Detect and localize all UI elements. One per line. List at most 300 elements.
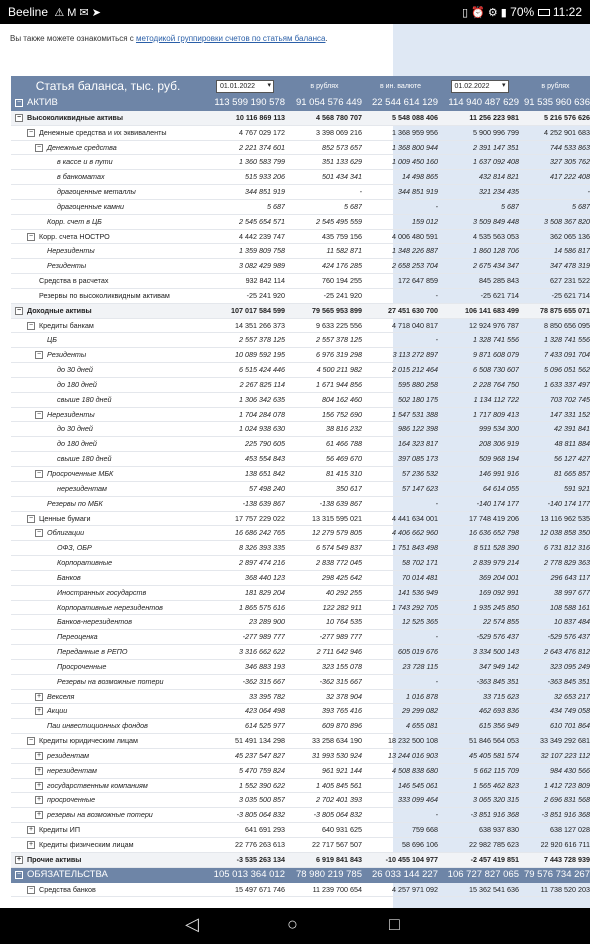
- row-label: свыше 180 дней: [57, 394, 112, 404]
- row-value-col1: 368 440 123: [245, 572, 285, 582]
- row-label: Иностранных государств: [57, 587, 147, 597]
- row-value-col5: 744 533 863: [550, 142, 590, 152]
- row-value-col3: 2 658 253 704: [392, 261, 438, 271]
- collapse-icon[interactable]: −: [28, 737, 34, 745]
- row-value-col3: -: [435, 676, 438, 686]
- table-row[interactable]: [11, 734, 590, 749]
- row-value-col4: -363 845 351: [476, 676, 519, 686]
- row-value-col3: 22 544 614 129: [371, 97, 438, 108]
- row-value-col4: 2 675 434 347: [473, 261, 519, 271]
- row-label: Просроченные МБК: [47, 469, 114, 478]
- row-value-col4: 33 715 623: [483, 691, 519, 701]
- row-value-col5: 2 696 831 568: [544, 795, 590, 805]
- back-icon[interactable]: ◁: [185, 914, 199, 934]
- row-value-col1: 1 359 809 758: [239, 246, 285, 256]
- row-value-col1: -3 535 263 134: [236, 854, 285, 864]
- row-value-col3: 159 012: [412, 216, 438, 226]
- row-value-col5: 7 443 728 939: [544, 854, 590, 864]
- row-value-col3: 164 323 817: [398, 439, 438, 449]
- row-label: Акции: [47, 706, 68, 716]
- table-row: [11, 482, 590, 497]
- table-row[interactable]: [11, 749, 590, 764]
- table-row[interactable]: [11, 793, 590, 808]
- row-label: Банков: [57, 572, 81, 582]
- home-icon[interactable]: ○: [287, 914, 298, 934]
- table-row[interactable]: [11, 111, 590, 126]
- row-value-col3: -10 455 104 977: [385, 854, 438, 864]
- row-value-col1: 453 554 843: [245, 454, 285, 464]
- table-row[interactable]: [11, 126, 590, 141]
- row-value-col4: 11 256 223 981: [469, 112, 519, 122]
- date1-select[interactable]: 01.01.2022 ▾: [216, 80, 274, 93]
- collapse-icon[interactable]: −: [28, 321, 34, 329]
- header-rub2: в рублях: [541, 82, 570, 90]
- table-row: [11, 615, 590, 630]
- row-value-col5: 108 588 161: [550, 602, 590, 612]
- expand-icon[interactable]: +: [36, 751, 42, 759]
- row-value-col2: 13 315 595 021: [312, 513, 362, 523]
- row-value-col3: -: [435, 632, 438, 642]
- row-value-col4: 347 949 142: [479, 661, 519, 671]
- row-value-col2: 350 617: [336, 483, 362, 493]
- row-label: Резиденты: [47, 350, 87, 360]
- row-value-col4: -3 851 916 368: [470, 810, 519, 820]
- row-value-col1: 3 082 429 989: [239, 261, 285, 271]
- table-row: [11, 333, 590, 348]
- row-label: Резервы по МБК: [47, 498, 103, 508]
- table-row[interactable]: [11, 704, 590, 719]
- table-row: [11, 675, 590, 690]
- collapse-icon[interactable]: −: [36, 529, 42, 537]
- row-value-col4: 51 846 564 053: [469, 736, 519, 746]
- row-value-col3: -: [435, 201, 438, 211]
- header-fx1: в ин. валюте: [379, 82, 422, 90]
- table-header: [11, 76, 590, 96]
- collapse-icon[interactable]: −: [36, 143, 42, 151]
- row-value-col5: 2 643 476 812: [544, 647, 590, 657]
- row-value-col5: 2 778 829 363: [544, 558, 590, 568]
- row-value-col4: 16 636 652 798: [469, 528, 519, 538]
- row-label: просроченные: [47, 795, 96, 805]
- table-row: [11, 274, 590, 289]
- row-value-col4: 5 900 996 799: [473, 127, 519, 137]
- row-value-col3: 5 548 088 406: [392, 112, 438, 122]
- row-label: до 30 дней: [57, 365, 93, 375]
- row-value-col2: 81 415 310: [326, 469, 362, 478]
- row-value-col3: 3 113 272 897: [392, 350, 438, 360]
- row-value-col2: 393 765 416: [322, 706, 362, 716]
- row-label: Резервы на возможные потери: [57, 676, 164, 686]
- row-value-col1: 10 116 869 113: [235, 112, 285, 122]
- row-value-col4: 45 405 581 574: [469, 750, 519, 760]
- row-value-col1: 423 064 498: [245, 706, 285, 716]
- row-value-col1: -25 241 920: [246, 290, 285, 300]
- row-value-col4: 169 092 991: [479, 587, 519, 597]
- row-value-col5: -25 621 714: [551, 290, 590, 300]
- row-value-col3: -: [435, 290, 438, 300]
- table-row: [11, 437, 590, 452]
- row-value-col5: 33 349 292 681: [540, 736, 590, 746]
- row-value-col2: 6 976 319 298: [316, 350, 362, 360]
- table-row[interactable]: [11, 230, 590, 245]
- row-label: в банкоматах: [57, 172, 105, 182]
- expand-icon[interactable]: +: [36, 781, 42, 789]
- table-row[interactable]: [11, 823, 590, 838]
- row-value-col5: 638 127 028: [550, 825, 590, 835]
- row-value-col3: 141 536 949: [398, 587, 438, 597]
- status-bar: [0, 0, 590, 24]
- row-value-col2: 2 711 642 946: [316, 647, 362, 657]
- expand-icon[interactable]: +: [28, 841, 34, 848]
- row-value-col2: 501 434 341: [322, 172, 362, 182]
- row-label: в кассе и в пути: [57, 157, 113, 167]
- row-value-col3: 172 647 859: [398, 276, 438, 286]
- row-value-col2: 11 239 700 654: [312, 884, 362, 894]
- row-value-col2: 6 919 841 843: [316, 854, 362, 864]
- row-value-col2: 12 279 579 805: [312, 528, 362, 538]
- row-value-col3: 4 257 971 092: [392, 884, 438, 894]
- row-label: Ценные бумаги: [39, 513, 91, 523]
- row-value-col2: 323 155 078: [322, 661, 362, 671]
- row-value-col5: 32 653 217: [554, 691, 590, 701]
- expand-icon[interactable]: +: [36, 707, 42, 715]
- row-value-col1: 22 776 263 613: [235, 840, 285, 849]
- table-row[interactable]: [11, 868, 590, 883]
- collapse-icon[interactable]: −: [28, 885, 34, 893]
- row-value-col5: 296 643 117: [550, 572, 590, 582]
- table-row: [11, 363, 590, 378]
- row-value-col1: 3 316 662 622: [239, 647, 285, 657]
- row-value-col1: 10 089 592 195: [235, 350, 285, 360]
- row-value-col2: 79 565 953 899: [312, 305, 362, 315]
- row-value-col5: 79 576 734 267: [523, 868, 590, 880]
- row-value-col4: 432 814 821: [479, 172, 519, 182]
- table-row: [11, 244, 590, 259]
- row-value-col5: 91 535 960 636: [523, 97, 590, 108]
- row-label: Корр. счета НОСТРО: [39, 231, 110, 241]
- row-label: Векселя: [47, 691, 75, 701]
- row-label: до 180 дней: [57, 439, 97, 449]
- row-value-col5: 703 702 745: [550, 394, 590, 404]
- row-label: Корр. счет в ЦБ: [47, 216, 102, 226]
- row-value-col3: 502 180 175: [398, 394, 438, 404]
- row-label: Кредиты банкам: [39, 320, 94, 330]
- row-value-col3: 1 751 843 498: [392, 543, 438, 553]
- row-value-col4: 1 860 128 706: [473, 246, 519, 256]
- table-row: [11, 601, 590, 616]
- row-value-col4: 3 509 849 448: [473, 216, 519, 226]
- row-value-col4: 106 141 683 499: [465, 305, 519, 315]
- header-date1-cell: [205, 76, 285, 96]
- table-row[interactable]: [11, 467, 590, 482]
- row-value-col3: 1 016 878: [406, 691, 438, 701]
- row-value-col1: 1 306 342 635: [239, 394, 285, 404]
- expand-icon[interactable]: +: [36, 811, 42, 819]
- row-label: Банков-нерезидентов: [57, 617, 132, 627]
- collapse-icon[interactable]: −: [28, 128, 34, 136]
- row-value-col3: 29 299 082: [402, 706, 438, 716]
- row-value-col1: -138 639 867: [242, 498, 285, 508]
- date2-select[interactable]: 01.02.2022 ▾: [451, 80, 509, 93]
- row-value-col5: 591 921: [564, 483, 590, 493]
- expand-icon[interactable]: +: [36, 796, 42, 804]
- row-value-col4: 208 306 919: [479, 439, 519, 449]
- clock: 11:22: [552, 5, 582, 19]
- row-value-col3: 4 718 040 817: [392, 320, 438, 330]
- row-value-col2: -362 315 667: [319, 676, 362, 686]
- expand-icon[interactable]: +: [36, 692, 42, 700]
- row-value-col2: 5 687: [344, 201, 362, 211]
- row-value-col4: -529 576 437: [476, 632, 519, 642]
- row-value-col2: 32 378 904: [326, 691, 362, 701]
- row-value-col4: 6 508 730 607: [473, 365, 519, 375]
- row-value-col1: 45 237 547 827: [235, 750, 285, 760]
- row-value-col2: 852 573 657: [322, 142, 362, 152]
- row-value-col4: 114 940 487 629: [448, 97, 519, 108]
- collapse-icon[interactable]: −: [28, 232, 34, 240]
- methodology-link[interactable]: методикой группировки счетов по статьям баланса: [136, 34, 326, 43]
- row-value-col1: 932 842 114: [245, 276, 285, 286]
- row-value-col1: 2 267 825 114: [239, 379, 285, 389]
- collapse-icon[interactable]: −: [16, 870, 22, 878]
- row-value-col2: 4 568 780 707: [316, 112, 362, 122]
- row-label: Корпоративные: [57, 558, 113, 568]
- row-value-col3: 4 655 081: [406, 721, 438, 731]
- row-value-col4: 15 362 541 636: [469, 884, 519, 894]
- row-value-col3: -: [435, 810, 438, 820]
- intro-suffix: .: [325, 34, 328, 43]
- row-label: Высоколиквидные активы: [27, 112, 123, 122]
- row-value-col5: 32 107 223 112: [540, 750, 590, 760]
- row-value-col1: 107 017 584 599: [231, 305, 285, 315]
- table-row[interactable]: [11, 764, 590, 779]
- header-rub1: в рублях: [310, 82, 339, 90]
- row-label: нерезидентам: [57, 483, 107, 493]
- row-label: резервы на возможные потери: [47, 810, 153, 820]
- row-value-col5: 5 687: [572, 201, 590, 211]
- row-value-col1: 1 865 575 616: [239, 602, 285, 612]
- row-value-col2: 4 500 211 982: [316, 365, 362, 375]
- row-value-col3: 58 696 106: [402, 840, 438, 849]
- row-value-col2: 56 469 670: [326, 454, 362, 464]
- table-row: [11, 259, 590, 274]
- row-label: государственным компаниям: [47, 780, 148, 790]
- table-row[interactable]: [11, 838, 590, 853]
- collapse-icon[interactable]: −: [28, 514, 34, 522]
- row-label: Нерезиденты: [47, 409, 95, 419]
- collapse-icon[interactable]: −: [36, 410, 42, 418]
- collapse-icon[interactable]: −: [36, 470, 42, 477]
- row-value-col4: 5 687: [501, 201, 519, 211]
- row-value-col2: -: [359, 187, 362, 197]
- row-value-col4: 64 614 055: [483, 483, 519, 493]
- row-value-col1: 17 757 229 022: [235, 513, 285, 523]
- row-value-col2: 961 921 144: [322, 765, 362, 775]
- table-row[interactable]: [11, 348, 590, 363]
- row-value-col1: 2 557 378 125: [239, 335, 285, 345]
- row-value-col1: 51 491 134 298: [235, 736, 285, 746]
- row-value-col4: 369 204 001: [479, 572, 519, 582]
- row-label: резидентам: [47, 750, 90, 760]
- row-value-col3: 1 547 531 388: [392, 409, 438, 419]
- row-value-col2: 435 759 156: [322, 231, 362, 241]
- row-value-col5: 984 430 566: [550, 765, 590, 775]
- header-date2-cell: [440, 76, 519, 96]
- row-value-col3: -: [435, 498, 438, 508]
- row-label: драгоценные камни: [57, 201, 125, 211]
- row-label: ОФЗ, ОБР: [57, 543, 92, 553]
- carrier-label: Beeline: [8, 5, 49, 19]
- row-value-col5: -140 174 177: [547, 498, 590, 508]
- expand-icon[interactable]: +: [28, 826, 34, 834]
- collapse-icon[interactable]: −: [36, 351, 42, 359]
- row-value-col5: 6 731 812 316: [544, 543, 590, 553]
- row-value-col1: 5 687: [267, 201, 285, 211]
- row-value-col2: 2 702 401 393: [316, 795, 362, 805]
- table-row: [11, 645, 590, 660]
- row-value-col4: 462 693 836: [479, 706, 519, 716]
- row-label: Облигации: [47, 528, 85, 538]
- row-value-col3: 13 244 016 903: [388, 750, 438, 760]
- row-value-col5: 5 096 051 562: [544, 365, 590, 375]
- row-value-col5: 1 328 741 556: [544, 335, 590, 345]
- row-value-col3: 1 368 800 944: [392, 142, 438, 152]
- row-label: до 180 дней: [57, 379, 97, 389]
- row-value-col3: 27 451 630 700: [388, 305, 438, 315]
- table-row[interactable]: [11, 526, 590, 541]
- row-value-col5: 417 222 408: [550, 172, 590, 182]
- row-value-col1: -3 805 064 832: [236, 810, 285, 820]
- table-row[interactable]: [11, 319, 590, 334]
- row-value-col1: 181 829 204: [245, 587, 285, 597]
- row-value-col3: 1 348 226 887: [392, 246, 438, 256]
- row-value-col4: 1 565 462 823: [473, 780, 519, 790]
- row-value-col1: 346 883 193: [245, 661, 285, 671]
- row-label: Переданные в РЕПО: [57, 647, 128, 657]
- row-value-col1: 4 767 029 172: [239, 127, 285, 137]
- collapse-icon[interactable]: −: [16, 113, 22, 121]
- row-label: Паи инвестиционных фондов: [47, 721, 148, 731]
- row-value-col2: 22 717 567 507: [312, 840, 362, 849]
- row-value-col5: 38 997 677: [554, 587, 590, 597]
- row-value-col5: 627 231 522: [550, 276, 590, 286]
- collapse-icon[interactable]: −: [16, 99, 22, 106]
- row-label: Средства банков: [39, 884, 96, 894]
- row-value-col2: 122 282 911: [322, 602, 362, 612]
- row-value-col2: 9 633 225 556: [316, 320, 362, 330]
- table-row[interactable]: [11, 96, 590, 111]
- row-value-col3: -: [435, 335, 438, 345]
- row-value-col1: 4 442 239 747: [239, 231, 285, 241]
- row-label: драгоценные металлы: [57, 187, 136, 197]
- row-value-col5: 81 665 857: [554, 469, 590, 478]
- row-value-col1: 344 851 919: [245, 187, 285, 197]
- header-title: Статья баланса, тыс. руб.: [35, 79, 181, 93]
- row-value-col4: 1 935 245 850: [473, 602, 519, 612]
- row-value-col2: 1 671 944 856: [316, 379, 362, 389]
- table-row[interactable]: [11, 690, 590, 705]
- row-value-col2: 2 838 772 045: [316, 558, 362, 568]
- row-label: Нерезиденты: [47, 246, 95, 256]
- row-value-col3: 26 033 144 227: [371, 868, 438, 880]
- row-value-col2: -277 989 777: [319, 632, 362, 642]
- row-value-col2: 351 133 629: [322, 157, 362, 167]
- table-row: [11, 289, 590, 304]
- table-row[interactable]: [11, 141, 590, 156]
- row-value-col5: 362 065 136: [550, 231, 590, 241]
- table-row[interactable]: [11, 808, 590, 823]
- row-label: Доходные активы: [27, 305, 92, 315]
- row-value-col4: 22 982 785 623: [469, 840, 519, 849]
- collapse-icon[interactable]: −: [16, 306, 22, 314]
- row-value-col3: 605 019 676: [398, 647, 438, 657]
- expand-icon[interactable]: +: [16, 855, 22, 863]
- row-value-col2: 11 582 871: [326, 246, 362, 256]
- row-label: Кредиты ИП: [39, 825, 81, 835]
- notification-icons: ⚠ M ✉ ➤: [54, 7, 102, 19]
- row-value-col2: 424 176 285: [322, 261, 362, 271]
- row-value-col4: 8 511 528 390: [473, 543, 519, 553]
- row-value-col2: 10 764 535: [326, 617, 362, 627]
- row-value-col2: 760 194 255: [322, 276, 362, 286]
- row-value-col3: 4 441 634 001: [392, 513, 438, 523]
- table-row: [11, 185, 590, 200]
- row-value-col5: 11 738 520 203: [540, 884, 590, 894]
- row-value-col4: 17 748 419 206: [469, 513, 519, 523]
- table-row[interactable]: [11, 304, 590, 319]
- battery-level: 70%: [510, 5, 535, 19]
- row-value-col4: 3 334 500 143: [473, 647, 519, 657]
- row-value-col2: -3 805 064 832: [313, 810, 362, 820]
- row-value-col3: 759 668: [412, 825, 438, 835]
- row-value-col1: 1 024 938 630: [239, 424, 285, 434]
- row-value-col3: 1 009 450 160: [392, 157, 438, 167]
- row-label: Кредиты юридическим лицам: [39, 736, 138, 746]
- table-row[interactable]: [11, 853, 590, 868]
- row-value-col2: 61 466 788: [326, 439, 362, 449]
- row-value-col2: 156 752 690: [322, 409, 362, 419]
- row-value-col2: 33 258 634 190: [312, 736, 362, 746]
- row-value-col4: 2 391 147 351: [473, 142, 519, 152]
- row-value-col1: 113 599 190 578: [214, 97, 285, 108]
- row-value-col5: 147 331 152: [550, 409, 590, 419]
- row-label: АКТИВ: [27, 97, 58, 108]
- recent-apps-icon[interactable]: □: [389, 914, 400, 934]
- row-value-col5: 56 127 427: [554, 454, 590, 464]
- table-row[interactable]: [11, 779, 590, 794]
- row-value-col4: -140 174 177: [476, 498, 519, 508]
- row-value-col1: 105 013 364 012: [213, 868, 285, 880]
- row-value-col1: 8 326 393 335: [239, 543, 285, 553]
- table-row[interactable]: [11, 512, 590, 527]
- row-value-col3: 12 525 365: [402, 617, 438, 627]
- row-value-col5: -363 845 351: [547, 676, 590, 686]
- table-row: [11, 719, 590, 734]
- row-value-col4: 999 534 300: [479, 424, 519, 434]
- table-row[interactable]: [11, 883, 590, 898]
- expand-icon[interactable]: +: [36, 766, 42, 774]
- row-value-col5: 1 412 723 809: [544, 780, 590, 790]
- row-value-col5: 4 252 901 683: [544, 127, 590, 137]
- row-value-col2: 2 545 495 559: [316, 216, 362, 226]
- row-value-col4: 1 637 092 408: [473, 157, 519, 167]
- row-value-col1: 14 351 266 373: [235, 320, 285, 330]
- table-row[interactable]: [11, 408, 590, 423]
- row-value-col3: 18 232 500 108: [388, 736, 438, 746]
- row-value-col3: 397 085 173: [398, 454, 438, 464]
- row-label: Резиденты: [47, 261, 87, 271]
- table-row: [11, 660, 590, 675]
